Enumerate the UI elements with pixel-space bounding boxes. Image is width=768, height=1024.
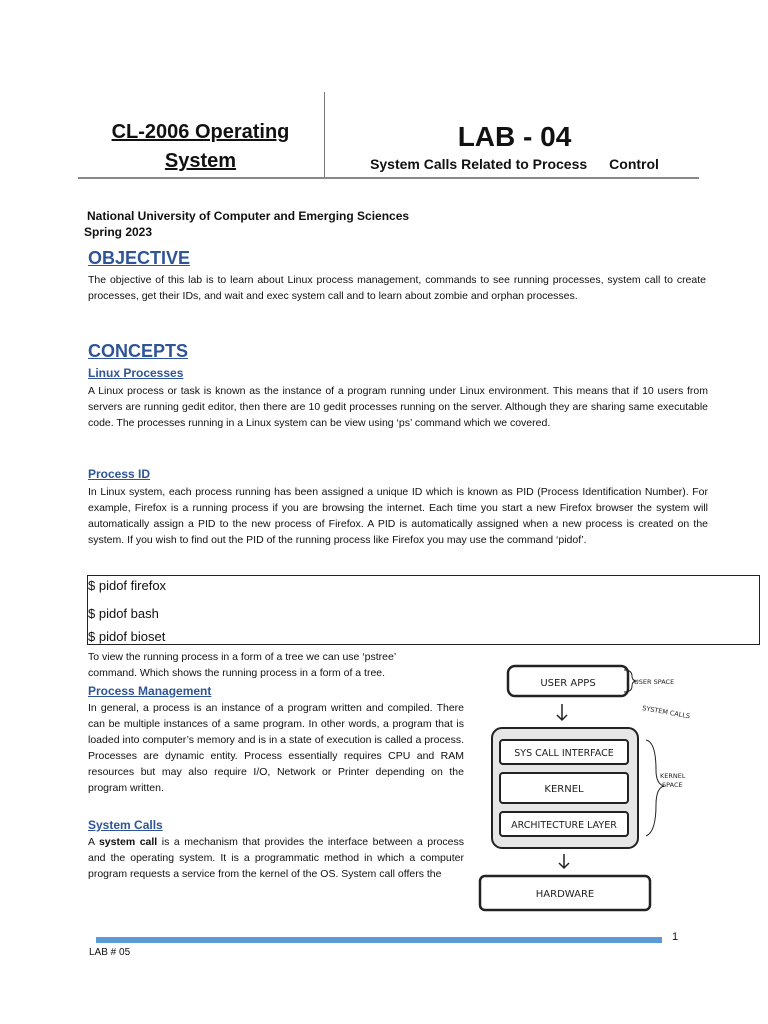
system-calls-bold-term: system call (98, 836, 158, 848)
system-calls-text-post: is a mechanism that provides the interface between a process and the operating system. It is a programmatic method in which a computer program requests a service from the kernel of the OS. System call offers the (88, 836, 465, 880)
lab-title: LAB - 04 (457, 121, 572, 152)
linux-processes-text: A Linux process or task is known as the instance of a program running under Linux environment. This means that if 10 users from servers are running gedit editor, then there are 10 gedit processes running on the server. Although they are sharing same executable code. The processes running in a Linux system can be view using ‘ps’ command which we covered. (88, 385, 708, 429)
concepts-heading: CONCEPTS (88, 341, 189, 361)
arrow-down-icon (559, 854, 569, 868)
system-calls-text-pre: A (88, 836, 99, 848)
command-line: $ pidof bioset (88, 629, 166, 644)
header-divider-vertical (324, 92, 325, 178)
hardware-label: HARDWARE (535, 889, 595, 900)
objective-text: The objective of this lab is to learn about Linux process management, commands to see running processes, system call to create processes, get their IDs, and wait and exec system call and to learn about zombie and orphan processes. (88, 274, 706, 302)
lab-subtitle (330, 156, 699, 172)
command-line: $ pidof firefox (88, 578, 167, 593)
process-management-text: In general, a process is an instance of a program written and compiled. There can be multiple instances of a same program. In other words, a program that is loaded into computer’s memory and is in a state of execution is called a process. Processes are dynamic entity. Process essentially requires CPU and RAM resources but may also require I/O, Network or Printer depending on the program written. (88, 702, 464, 794)
process-id-text: In Linux system, each process running has been assigned a unique ID which is known as PID (Process Identification Number). For example, Firefox is a running process if you are browsing the internet. Each time you start a new Firefox browser the system will automatically assign a PID to the new process of Firefox. A PID is automatically assigned when a new process is created on the system. If you wish to find out the PID of the running process like Firefox you may use the command ‘pidof’. (88, 486, 708, 546)
page-number: 1 (672, 931, 679, 943)
process-id-heading: Process ID (88, 467, 151, 481)
course-title-line1: CL-2006 Operating (111, 121, 290, 143)
kernel-space-label-1: KERNEL (660, 772, 686, 780)
university-block (84, 208, 410, 240)
footer-lab-label: LAB # 05 (89, 947, 131, 958)
system-calls-heading: System Calls (88, 818, 163, 832)
lab-subtitle-tail: Control (609, 156, 659, 172)
process-management-heading: Process Management (88, 684, 212, 698)
objective-heading: OBJECTIVE (88, 248, 191, 268)
sys-call-interface-label: SYS CALL INTERFACE (514, 748, 614, 759)
command-box (87, 575, 760, 645)
term: Spring 2023 (84, 225, 153, 239)
lab-subtitle-main: System Calls Related to Process (370, 156, 588, 172)
pstree-text: To view the running process in a form of a tree we can use ‘pstree’ command. Which shows the running process in a form of a tree. (88, 651, 396, 679)
user-space-label: USER SPACE (634, 678, 675, 686)
footer-bar (96, 937, 662, 943)
kernel-label: KERNEL (544, 784, 584, 795)
arrow-down-icon (557, 704, 567, 720)
course-title-line2: System (164, 150, 237, 172)
course-title (78, 118, 323, 176)
system-call-diagram (474, 660, 714, 918)
university-name: National University of Computer and Emerging Sciences (87, 209, 410, 223)
command-line: $ pidof bash (88, 606, 159, 621)
system-calls-label: SYSTEM CALLS (641, 704, 691, 721)
user-apps-label: USER APPS (540, 678, 596, 689)
header-divider-horizontal (78, 177, 699, 179)
kernel-space-label-2: SPACE (662, 781, 683, 789)
architecture-layer-label: ARCHITECTURE LAYER (511, 820, 617, 831)
system-calls-text (88, 834, 464, 882)
linux-processes-heading: Linux Processes (88, 366, 184, 380)
